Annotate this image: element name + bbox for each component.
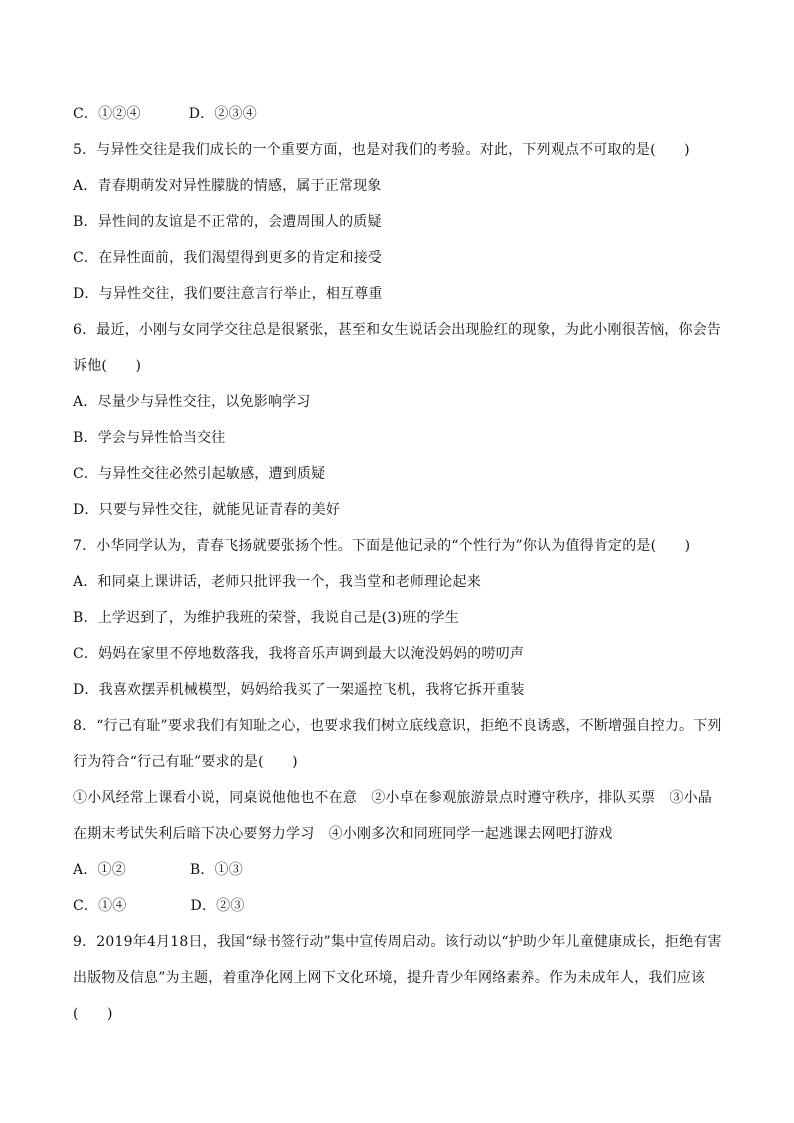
q6-stem-line2: 诉他( ) (73, 358, 142, 374)
q8-items-line2: 在期末考试失利后暗下决心要努力学习 ④小刚多次和同班同学一起逃课去网吧打游戏 (73, 826, 613, 842)
q8-items-line1: ①小风经常上课看小说，同桌说他他也不在意 ②小卓在参观旅游景点时遵守秩序，排队买票 ③小晶 (73, 790, 712, 806)
q9-stem-line1: 9．2019年4月18日，我国“绿书签行动”集中宣传周启动。该行动以“护助少年儿童健康成长，拒绝有害 (73, 934, 722, 950)
q8-option-a: A．①② (73, 862, 126, 878)
q4-option-c: C．①②④ (73, 106, 141, 122)
q7-stem: 7．小华同学认为，青春飞扬就要张扬个性。下面是他记录的“个性行为”你认为值得肯定的是( ) (73, 538, 691, 554)
q4-option-d: D．②③④ (188, 106, 257, 122)
q5-option-c: C．在异性面前，我们渴望得到更多的肯定和接受 (73, 250, 383, 266)
q8-option-c: C．①④ (73, 898, 127, 914)
q6-option-c: C．与异性交往必然引起敏感，遭到质疑 (73, 466, 326, 482)
q8-option-d: D．②③ (190, 898, 245, 914)
q6-option-a: A．尽量少与异性交往，以免影响学习 (73, 394, 311, 410)
q7-option-c: C．妈妈在家里不停地数落我，我将音乐声调到最大以淹没妈妈的唠叨声 (73, 646, 525, 662)
q6-option-b: B．学会与异性恰当交往 (73, 430, 226, 446)
q9-stem-line3: ( ) (73, 1006, 113, 1022)
q7-option-d: D．我喜欢摆弄机械模型，妈妈给我买了一架遥控飞机，我将它拆开重装 (73, 682, 525, 698)
q5-stem: 5．与异性交往是我们成长的一个重要方面，也是对我们的考验。对此，下列观点不可取的是( ) (73, 142, 690, 158)
q6-option-d: D．只要与异性交往，就能见证青春的美好 (73, 502, 341, 518)
q4-options-row (73, 104, 257, 124)
q8-options-row-1 (73, 860, 243, 880)
q5-option-d: D．与异性交往，我们要注意言行举止，相互尊重 (73, 286, 383, 302)
q5-option-a: A．青春期萌发对异性朦胧的情感，属于正常现象 (73, 178, 382, 194)
q7-option-b: B．上学迟到了，为维护我班的荣誉，我说自己是(3)班的学生 (73, 610, 459, 626)
q7-option-a: A．和同桌上课讲话，老师只批评我一个，我当堂和老师理论起来 (73, 574, 481, 590)
q6-stem-line1: 6．最近，小刚与女同学交往总是很紧张，甚至和女生说话会出现脸红的现象，为此小刚很苦恼，你会告 (73, 322, 722, 338)
q8-stem-line2: 行为符合“行己有耻”要求的是( ) (73, 754, 298, 770)
q5-option-b: B．异性间的友谊是不正常的，会遭周围人的质疑 (73, 214, 382, 230)
q8-stem-line1: 8．“行己有耻”要求我们有知耻之心，也要求我们树立底线意识，拒绝不良诱惑，不断增强自控力。下列 (73, 718, 722, 734)
q9-stem-line2: 出版物及信息”为主题，着重净化网上网下文化环境，提升青少年网络素养。作为未成年人，我们应该 (73, 970, 706, 986)
q8-options-row-2 (73, 896, 245, 916)
q8-option-b: B．①③ (189, 862, 244, 878)
